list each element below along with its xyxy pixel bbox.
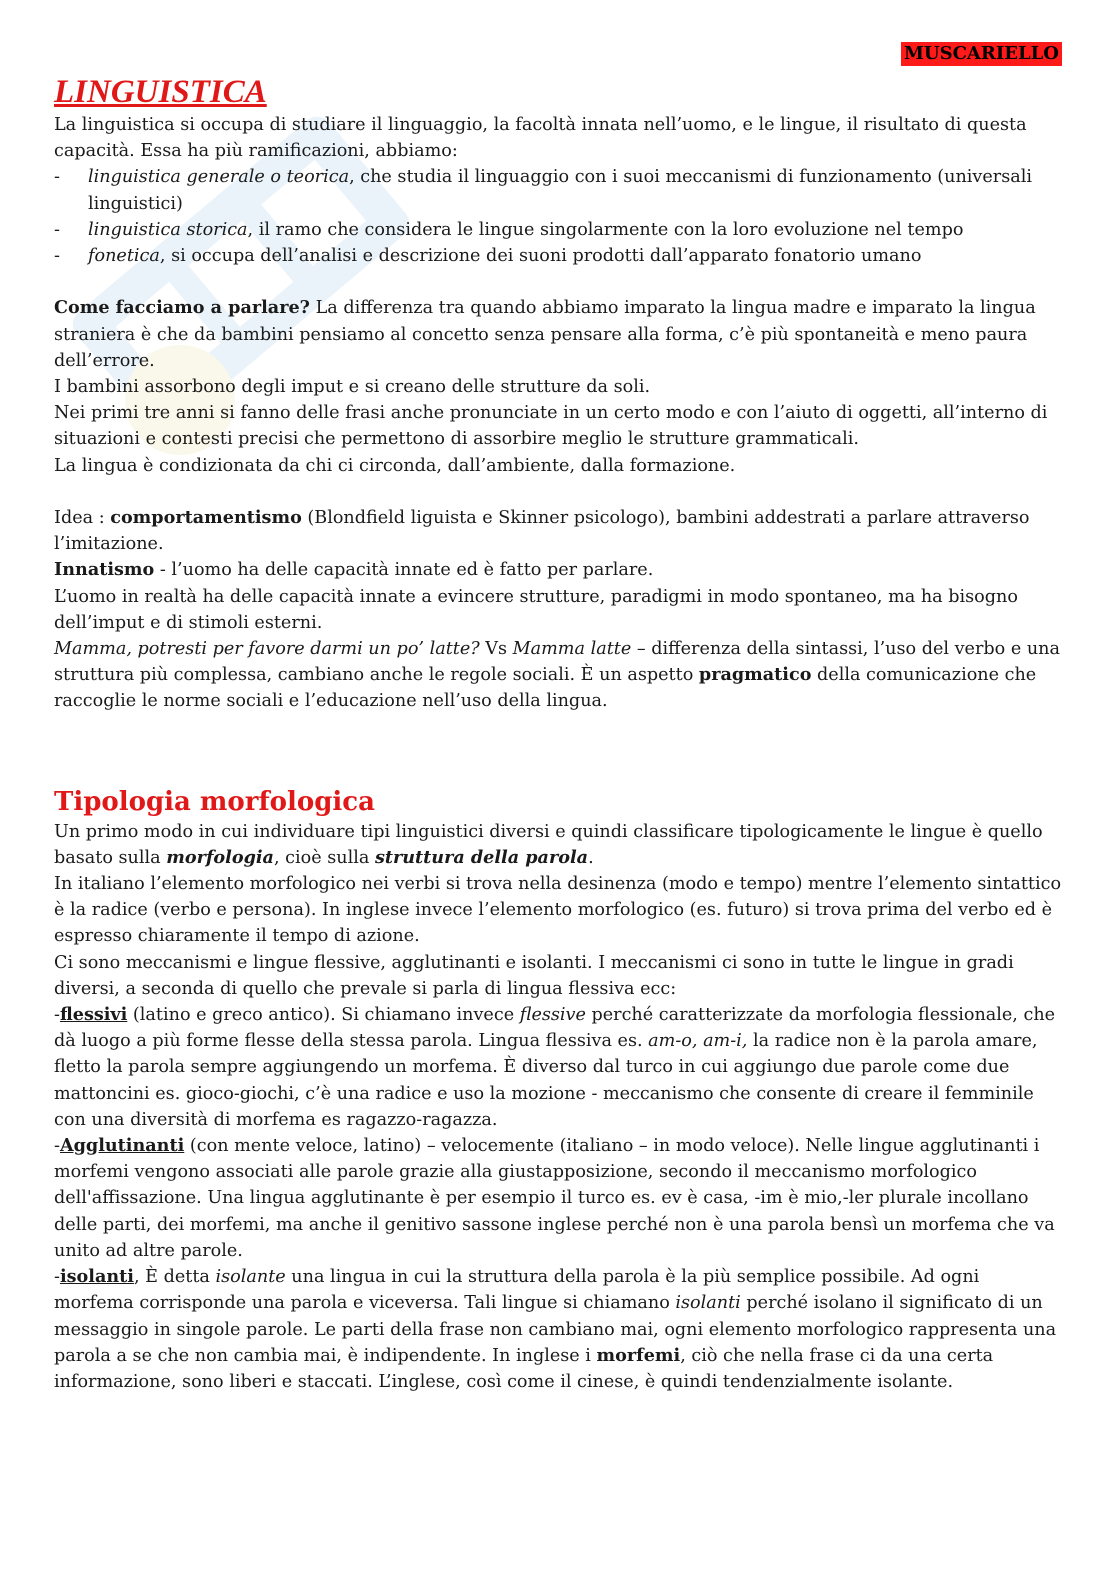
list-item: - linguistica generale o teorica, che studia il linguaggio con i suoi meccanismi di funzionamento (universali linguistici): [54, 167, 1032, 214]
paragraph-agglutinanti: -Agglutinanti (con mente veloce, latino) – velocemente (italiano – in modo veloce). Nelle lingue agglutinanti i morfemi vengono associati alle parole grazie alla giustapposizione, secondo il meccanismo morfologico dell'affissazione. Una lingua agglutinante è per esempio il turco es. ev è casa, -im è mio,-ler plurale incollano delle parti, dei morfemi, ma anche il genitivo sassone inglese perché non è una parola bensì un morfema che va unito ad altre parole.: [54, 1135, 1055, 1261]
section-title-tipologia: Tipologia morfologica: [54, 786, 375, 817]
paragraph: Idea : comportamentismo (Blondfield liguista e Skinner psicologo), bambini addestrati a parlare attraverso l’imitazione.: [54, 507, 1030, 555]
list-item: - fonetica, si occupa dell’analisi e descrizione dei suoni prodotti dall’apparato fonatorio umano: [54, 246, 922, 267]
list-item: - linguistica storica, il ramo che considera le lingue singolarmente con la loro evoluzione nel tempo: [54, 219, 964, 240]
paragraph: Ci sono meccanismi e lingue flessive, agglutinanti e isolanti. I meccanismi ci sono in tutte le lingue in gradi diversi, a seconda di quello che prevale si parla di lingua flessiva ecc:: [54, 952, 1014, 999]
paragraph: Come facciamo a parlare? La differenza tra quando abbiamo imparato la lingua madre e imparato la lingua straniera è che da bambini pensiamo al concetto senza pensare alla forma, c’è più spontaneità e meno paura dell’errore.: [54, 297, 1036, 371]
paragraph-flessivi: -flessivi (latino e greco antico). Si chiamano invece flessive perché caratterizzate da morfologia flessionale, che dà luogo a più forme flesse della stessa parola. Lingua flessiva es. am-o, am-i, la radice non è la parola amare, fletto la parola sempre aggiungendo un morfema. È diverso dal turco in cui aggiungo due parole come due mattoncini es. gioco-giochi, c’è una radice e uso la mozione - meccanismo che consente di creare il femminile con una diversità di morfema es ragazzo-ragazza.: [54, 1004, 1056, 1130]
paragraph: Innatismo - l’uomo ha delle capacità innate ed è fatto per parlare.: [54, 559, 654, 581]
paragraph: I bambini assorbono degli imput e si creano delle strutture da soli.: [54, 377, 651, 398]
branches-list: [54, 164, 1062, 269]
paragraph-isolanti: -isolanti, È detta isolante una lingua in cui la struttura della parola è la più semplice possibile. Ad ogni morfema corrisponde una parola e viceversa. Tali lingue si chiamano isolanti perché isolano il significato di un messaggio in singole parole. Le parti della frase non cambiano mai, ogni elemento morfologico rappresenta una parola a se che non cambia mai, è indipendente. In inglese i morfemi, ciò che nella frase ci da una certa informazione, sono liberi e staccati. L’inglese, così come il cinese, è quindi tendenzialmente isolante.: [54, 1266, 1057, 1392]
paragraph: Nei primi tre anni si fanno delle frasi anche pronunciate in un certo modo e con l’aiuto di oggetti, all’interno di situazioni e contesti precisi che permettono di assorbire meglio le strutture grammaticali.: [54, 403, 1048, 450]
paragraph: L’uomo in realtà ha delle capacità innate a evincere strutture, paradigmi in modo spontaneo, ma ha bisogno dell’imput e di stimoli esterni.: [54, 586, 1018, 633]
paragraph: La linguistica si occupa di studiare il linguaggio, la facoltà innata nell’uomo, e le lingue, il risultato di questa capacità. Essa ha più ramificazioni, abbiamo:: [54, 115, 1027, 162]
document-page: [54, 42, 1062, 1395]
section-title-linguistica: LINGUISTICA: [54, 74, 267, 110]
paragraph: La lingua è condizionata da chi ci circonda, dall’ambiente, dalla formazione.: [54, 455, 736, 476]
author-badge: MUSCARIELLO: [901, 42, 1062, 66]
paragraph: Mamma, potresti per favore darmi un po’ latte? Vs Mamma latte – differenza della sintassi, l’uso del verbo e una struttura più complessa, cambiano anche le regole sociali. È un aspetto pragmatico della comunicazione che raccoglie le norme sociali e l’educazione nell’uso della lingua.: [54, 639, 1060, 712]
paragraph: In italiano l’elemento morfologico nei verbi si trova nella desinenza (modo e tempo) mentre l’elemento sintattico è la radice (verbo e persona). In inglese invece l’elemento morfologico (es. futuro) si trova prima del verbo ed è espresso chiaramente il tempo di azione.: [54, 874, 1062, 947]
paragraph: Un primo modo in cui individuare tipi linguistici diversi e quindi classificare tipologicamente le lingue è quello basato sulla morfologia, cioè sulla struttura della parola.: [54, 821, 1043, 868]
